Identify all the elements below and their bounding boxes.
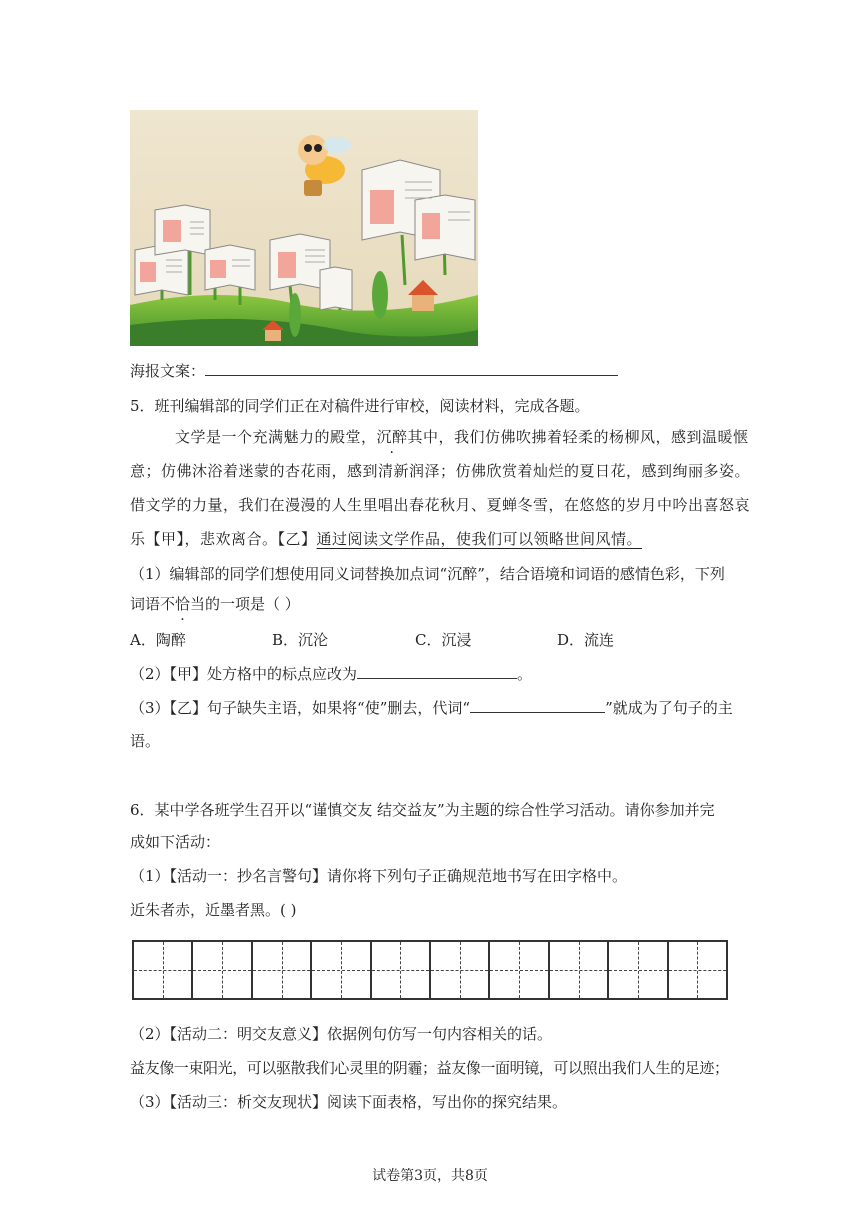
grid-cell[interactable] — [669, 942, 726, 998]
grid-cell[interactable] — [193, 942, 252, 998]
grid-cell[interactable] — [609, 942, 668, 998]
grid-cell[interactable] — [253, 942, 312, 998]
tianzige-grid[interactable] — [132, 940, 728, 1000]
option-a[interactable]: A．陶醉 — [130, 631, 186, 649]
passage-line-2: 意；仿佛沐浴着迷蒙的杏花雨，感到清新润泽；仿佛欣赏着灿烂的夏日花，感到绚丽多姿。 — [130, 462, 751, 480]
poster-illustration — [130, 110, 478, 346]
q5-sub2 — [130, 664, 532, 684]
grid-cell[interactable] — [312, 942, 371, 998]
grid-cell[interactable] — [134, 942, 193, 998]
passage-line-4 — [130, 529, 642, 549]
question-5-stem: 5．班刊编辑部的同学们正在对稿件进行审校，阅读材料，完成各题。 — [130, 397, 590, 415]
passage-line-1 — [175, 427, 749, 447]
option-c[interactable]: C．沉浸 — [415, 631, 472, 649]
q5-sub3-line1 — [130, 698, 733, 718]
q5-sub2-text: （2）【甲】处方格中的标点应改为 — [130, 665, 358, 683]
q5-sub3-blank[interactable] — [470, 698, 605, 713]
underlined-sentence: 通过阅读文学作品，使我们可以领略世间风情。 — [316, 530, 643, 548]
option-d[interactable]: D．流连 — [557, 631, 615, 649]
q6-example-sentence: 益友像一束阳光，可以驱散我们心灵里的阴霾；益友像一面明镜，可以照出我们人生的足迹； — [130, 1059, 729, 1077]
poster-copy-label: 海报文案： — [130, 362, 206, 380]
passage-line-4a: 乐【甲】，悲欢离合。【乙】 — [130, 530, 317, 548]
poster-copy-prompt — [130, 361, 618, 381]
page-footer: 试卷第3页，共8页 — [372, 1168, 488, 1184]
passage-line-3: 借文学的力量，我们在漫漫的人生里唱出春花秋月、夏蝉冬雪，在悠悠的岁月中吟出喜怒哀 — [130, 496, 751, 514]
q6-activity-2: （2）【活动二：明交友意义】依据例句仿写一句内容相关的话。 — [130, 1025, 553, 1043]
q5-sub1-line1: （1）编辑部的同学们想使用同义词替换加点词“沉醉”，结合语境和词语的感情色彩，下列 — [130, 565, 725, 583]
q6-activity-3: （3）【活动三：析交友现状】阅读下面表格，写出你的探究结果。 — [130, 1093, 568, 1111]
passage-line-1b: 其中，我们仿佛吹拂着轻柔的杨柳风，感到温暖惬 — [407, 428, 749, 446]
grid-cell[interactable] — [372, 942, 431, 998]
q5-sub1-line2a: 词语 — [130, 595, 161, 613]
q5-sub1-line2 — [130, 594, 300, 614]
q5-sub2-end: 。 — [517, 665, 533, 683]
poster-copy-blank[interactable] — [205, 361, 618, 376]
q5-sub3-line2: 语。 — [130, 732, 161, 750]
dotted-word-chenzui: 沉醉 — [376, 428, 408, 446]
question-6-stem-1: 6．某中学各班学生召开以“谨慎交友 结交益友”为主题的综合性学习活动。请你参加并完 — [130, 801, 715, 819]
q6-quote: 近朱者赤，近墨者黑。( ) — [130, 901, 297, 919]
q5-sub3-text: （3）【乙】句子缺失主语，如果将“使”删去，代词“ — [130, 699, 471, 717]
option-b[interactable]: B．沉沦 — [272, 631, 329, 649]
q6-activity-1: （1）【活动一：抄名言警句】请你将下列句子正确规范地书写在田字格中。 — [130, 867, 628, 885]
dotted-word-buqiadang: 不恰当 — [160, 595, 206, 613]
grid-cell[interactable] — [490, 942, 549, 998]
grid-cell[interactable] — [431, 942, 490, 998]
grid-cell[interactable] — [550, 942, 609, 998]
q5-sub1-line2b: 的一项是（ ） — [205, 595, 300, 613]
q5-sub3-cont: ”就成为了句子的主 — [605, 699, 733, 717]
passage-line-1a: 文学是一个充满魅力的殿堂， — [175, 428, 377, 446]
question-6-stem-2: 成如下活动： — [130, 833, 221, 851]
q5-sub2-blank[interactable] — [357, 664, 517, 679]
